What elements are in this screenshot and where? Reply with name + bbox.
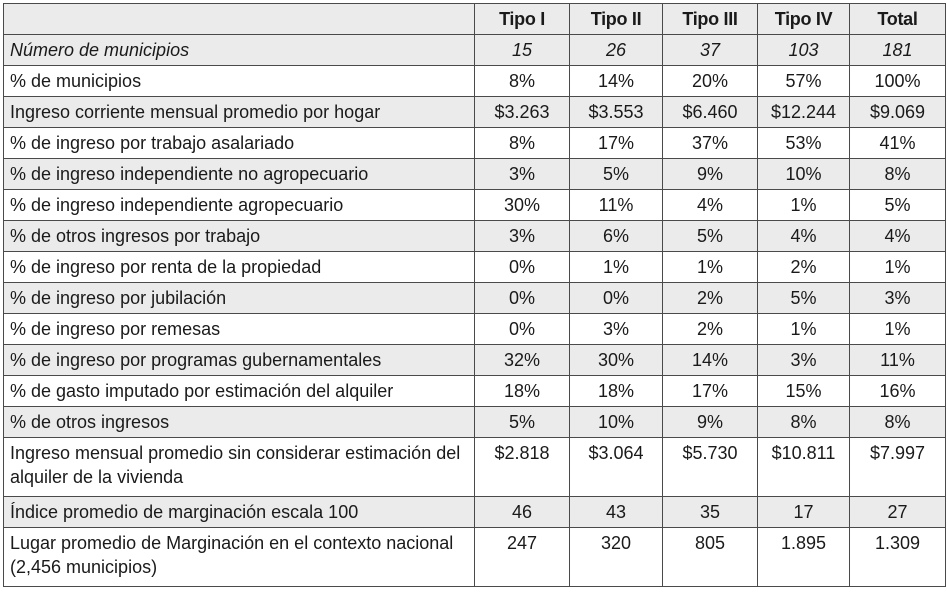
row-label: % de otros ingresos <box>4 407 475 438</box>
cell-total: $9.069 <box>850 97 946 128</box>
cell-tipo-2: 30% <box>570 345 663 376</box>
table-row <box>4 345 946 376</box>
cell-total: 100% <box>850 66 946 97</box>
cell-tipo-2: 26 <box>570 35 663 66</box>
cell-tipo-1: $3.263 <box>475 97 570 128</box>
cell-tipo-1: 3% <box>475 159 570 190</box>
row-label: % de otros ingresos por trabajo <box>4 221 475 252</box>
table-row <box>4 283 946 314</box>
cell-total: 4% <box>850 221 946 252</box>
table-row <box>4 497 946 528</box>
cell-tipo-4: 10% <box>758 159 850 190</box>
cell-tipo-4: 103 <box>758 35 850 66</box>
cell-tipo-1: 30% <box>475 190 570 221</box>
row-label: Ingreso mensual promedio sin considerar estimación del alquiler de la vivienda <box>4 438 475 497</box>
cell-tipo-1: 0% <box>475 252 570 283</box>
header-tipo-4: Tipo IV <box>758 4 850 35</box>
row-label: % de municipios <box>4 66 475 97</box>
table-row <box>4 35 946 66</box>
cell-tipo-2: 3% <box>570 314 663 345</box>
table-row <box>4 128 946 159</box>
cell-tipo-2: 1% <box>570 252 663 283</box>
cell-tipo-4: 5% <box>758 283 850 314</box>
header-total: Total <box>850 4 946 35</box>
cell-total: 11% <box>850 345 946 376</box>
row-label: Índice promedio de marginación escala 100 <box>4 497 475 528</box>
row-label: % de ingreso por remesas <box>4 314 475 345</box>
header-tipo-1: Tipo I <box>475 4 570 35</box>
cell-total: 16% <box>850 376 946 407</box>
cell-tipo-4: 2% <box>758 252 850 283</box>
cell-tipo-3: $5.730 <box>663 438 758 497</box>
row-label: Lugar promedio de Marginación en el contexto nacional (2,456 municipios) <box>4 528 475 587</box>
cell-tipo-3: 17% <box>663 376 758 407</box>
row-label: Número de municipios <box>4 35 475 66</box>
cell-tipo-2: 0% <box>570 283 663 314</box>
cell-total: 1% <box>850 252 946 283</box>
table-row <box>4 66 946 97</box>
cell-tipo-2: 320 <box>570 528 663 587</box>
cell-tipo-2: $3.064 <box>570 438 663 497</box>
cell-tipo-3: 20% <box>663 66 758 97</box>
cell-tipo-3: 9% <box>663 407 758 438</box>
cell-tipo-4: 57% <box>758 66 850 97</box>
cell-total: 1.309 <box>850 528 946 587</box>
cell-tipo-3: 9% <box>663 159 758 190</box>
cell-tipo-2: 6% <box>570 221 663 252</box>
cell-tipo-4: 1.895 <box>758 528 850 587</box>
row-label: % de ingreso por trabajo asalariado <box>4 128 475 159</box>
table-row <box>4 407 946 438</box>
cell-total: 8% <box>850 159 946 190</box>
table-row <box>4 97 946 128</box>
cell-tipo-1: 18% <box>475 376 570 407</box>
cell-tipo-2: $3.553 <box>570 97 663 128</box>
cell-tipo-4: 17 <box>758 497 850 528</box>
cell-total: 41% <box>850 128 946 159</box>
cell-tipo-3: 35 <box>663 497 758 528</box>
row-label: % de ingreso por jubilación <box>4 283 475 314</box>
cell-tipo-1: 32% <box>475 345 570 376</box>
cell-total: 181 <box>850 35 946 66</box>
cell-tipo-3: 2% <box>663 283 758 314</box>
cell-tipo-4: 1% <box>758 190 850 221</box>
cell-tipo-1: 0% <box>475 314 570 345</box>
cell-tipo-3: $6.460 <box>663 97 758 128</box>
cell-tipo-1: 8% <box>475 128 570 159</box>
cell-total: 8% <box>850 407 946 438</box>
cell-tipo-2: 18% <box>570 376 663 407</box>
cell-tipo-1: 46 <box>475 497 570 528</box>
cell-tipo-1: 5% <box>475 407 570 438</box>
cell-tipo-2: 14% <box>570 66 663 97</box>
cell-tipo-2: 5% <box>570 159 663 190</box>
table-row <box>4 528 946 587</box>
cell-tipo-1: 247 <box>475 528 570 587</box>
cell-tipo-3: 4% <box>663 190 758 221</box>
row-label: % de ingreso independiente agropecuario <box>4 190 475 221</box>
header-blank-cell <box>4 4 475 35</box>
cell-tipo-3: 2% <box>663 314 758 345</box>
cell-tipo-3: 805 <box>663 528 758 587</box>
table-row <box>4 376 946 407</box>
cell-tipo-4: 1% <box>758 314 850 345</box>
cell-tipo-4: 53% <box>758 128 850 159</box>
cell-tipo-4: 4% <box>758 221 850 252</box>
row-label: % de ingreso por programas gubernamentales <box>4 345 475 376</box>
row-label: % de gasto imputado por estimación del alquiler <box>4 376 475 407</box>
cell-total: $7.997 <box>850 438 946 497</box>
table-row <box>4 252 946 283</box>
cell-tipo-2: 43 <box>570 497 663 528</box>
header-tipo-2: Tipo II <box>570 4 663 35</box>
income-by-municipality-type-table <box>3 3 946 587</box>
cell-tipo-4: 8% <box>758 407 850 438</box>
cell-tipo-2: 11% <box>570 190 663 221</box>
cell-tipo-1: 8% <box>475 66 570 97</box>
header-row <box>4 4 946 35</box>
table-row <box>4 438 946 497</box>
cell-tipo-2: 10% <box>570 407 663 438</box>
header-tipo-3: Tipo III <box>663 4 758 35</box>
cell-tipo-1: $2.818 <box>475 438 570 497</box>
cell-total: 27 <box>850 497 946 528</box>
cell-tipo-3: 5% <box>663 221 758 252</box>
cell-total: 5% <box>850 190 946 221</box>
cell-tipo-4: 15% <box>758 376 850 407</box>
cell-tipo-2: 17% <box>570 128 663 159</box>
cell-tipo-4: $10.811 <box>758 438 850 497</box>
cell-total: 3% <box>850 283 946 314</box>
cell-tipo-3: 14% <box>663 345 758 376</box>
cell-tipo-3: 1% <box>663 252 758 283</box>
row-label: % de ingreso por renta de la propiedad <box>4 252 475 283</box>
cell-tipo-1: 15 <box>475 35 570 66</box>
cell-tipo-1: 3% <box>475 221 570 252</box>
cell-tipo-1: 0% <box>475 283 570 314</box>
table-row <box>4 190 946 221</box>
cell-total: 1% <box>850 314 946 345</box>
table-row <box>4 159 946 190</box>
row-label: % de ingreso independiente no agropecuario <box>4 159 475 190</box>
cell-tipo-4: 3% <box>758 345 850 376</box>
cell-tipo-3: 37% <box>663 128 758 159</box>
cell-tipo-4: $12.244 <box>758 97 850 128</box>
cell-tipo-3: 37 <box>663 35 758 66</box>
row-label: Ingreso corriente mensual promedio por hogar <box>4 97 475 128</box>
table-row <box>4 221 946 252</box>
table-row <box>4 314 946 345</box>
